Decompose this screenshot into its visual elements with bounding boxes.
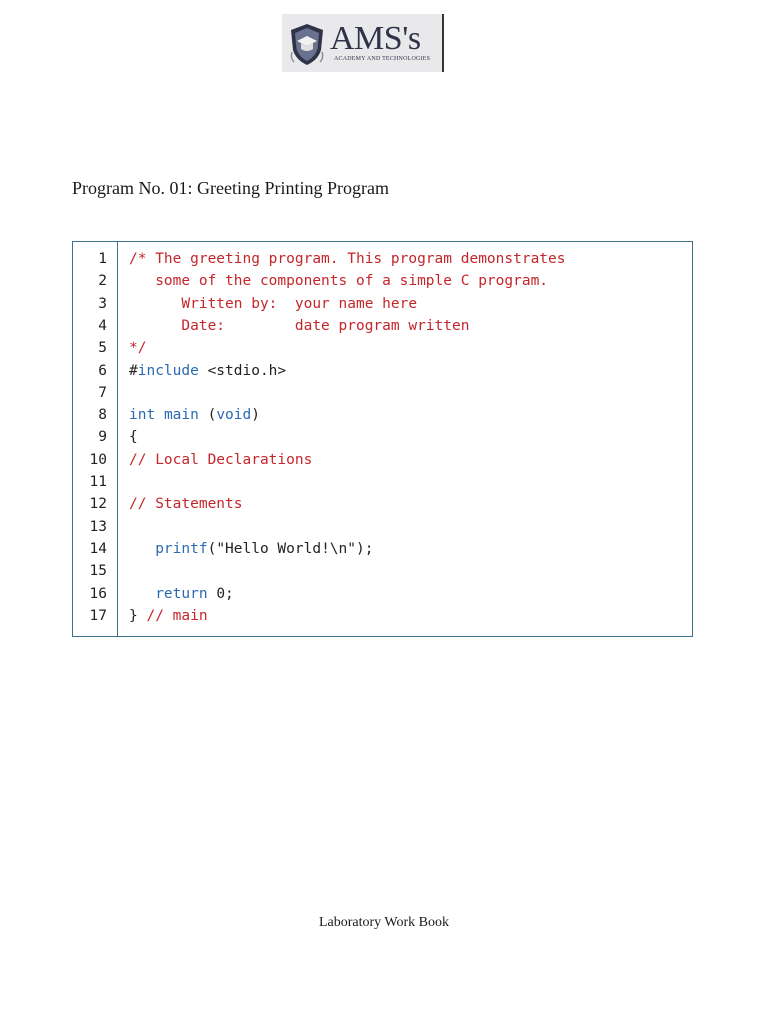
code-listing bbox=[72, 241, 693, 637]
code-keyword: printf bbox=[155, 540, 208, 557]
code-keyword: int bbox=[129, 407, 156, 424]
code-comment: // Local Declarations bbox=[129, 451, 313, 468]
line-number: 6 bbox=[98, 362, 107, 379]
code-line bbox=[129, 493, 243, 515]
line-number: 14 bbox=[89, 540, 107, 557]
code-text: ) bbox=[251, 407, 260, 424]
code-keyword: main bbox=[163, 407, 199, 424]
line-number: 3 bbox=[98, 295, 107, 312]
logo-divider bbox=[442, 14, 444, 72]
line-number: 1 bbox=[98, 251, 107, 267]
line-number-gutter bbox=[73, 242, 118, 636]
line-number: 17 bbox=[89, 607, 107, 624]
code-text bbox=[129, 586, 155, 602]
page-footer: Laboratory Work Book bbox=[318, 915, 450, 930]
line-number: 4 bbox=[98, 317, 107, 334]
code-line bbox=[129, 337, 146, 359]
code-comment: some of the components of a simple C program. bbox=[129, 273, 549, 290]
line-number: 12 bbox=[89, 496, 107, 513]
code-comment: /* The greeting program. This program demonstrates bbox=[129, 251, 566, 267]
code-line bbox=[129, 605, 208, 627]
code-line bbox=[129, 449, 312, 471]
line-number: 9 bbox=[98, 429, 107, 446]
code-keyword: return bbox=[155, 585, 208, 602]
logo bbox=[282, 14, 443, 72]
code-line bbox=[129, 360, 286, 382]
program-title: Program No. 01: Greeting Printing Program bbox=[72, 178, 389, 198]
code-line bbox=[129, 538, 373, 560]
code-line bbox=[129, 404, 260, 426]
code-line bbox=[129, 293, 417, 315]
code-text: { bbox=[129, 429, 138, 446]
code-keyword: void bbox=[216, 407, 252, 424]
line-number: 10 bbox=[89, 451, 107, 468]
code-line bbox=[129, 426, 138, 448]
code-line bbox=[129, 315, 469, 337]
code-text: <stdio.h> bbox=[198, 362, 287, 379]
line-number: 8 bbox=[98, 407, 107, 424]
line-number: 11 bbox=[89, 474, 107, 490]
code-text bbox=[155, 407, 164, 423]
code-text bbox=[129, 541, 155, 557]
code-text: # bbox=[129, 362, 138, 379]
line-number: 7 bbox=[98, 384, 107, 401]
code-comment: Date: date program written bbox=[129, 317, 470, 334]
logo-tagline: ACADEMY AND TECHNOLOGIES bbox=[334, 56, 431, 62]
code-text: ( bbox=[198, 407, 217, 424]
code-text: } bbox=[129, 607, 147, 624]
code-comment: // main bbox=[146, 607, 208, 624]
line-number: 15 bbox=[89, 563, 107, 580]
code-comment: // Statements bbox=[129, 496, 243, 513]
code-text: ("Hello World!\n"); bbox=[207, 540, 374, 557]
code-comment: Written by: your name here bbox=[129, 295, 418, 312]
line-number: 13 bbox=[89, 518, 107, 535]
line-number: 2 bbox=[98, 273, 107, 290]
graduation-cap-shield-icon bbox=[288, 22, 326, 66]
code-text: 0; bbox=[207, 585, 234, 602]
code-keyword: include bbox=[137, 362, 199, 379]
code-comment: */ bbox=[129, 340, 147, 357]
line-number: 16 bbox=[89, 585, 107, 602]
code-line bbox=[129, 583, 234, 605]
logo-wordmark: AMS's bbox=[330, 20, 421, 57]
line-number: 5 bbox=[98, 340, 107, 357]
code-line bbox=[129, 248, 566, 270]
code-line bbox=[129, 270, 548, 292]
